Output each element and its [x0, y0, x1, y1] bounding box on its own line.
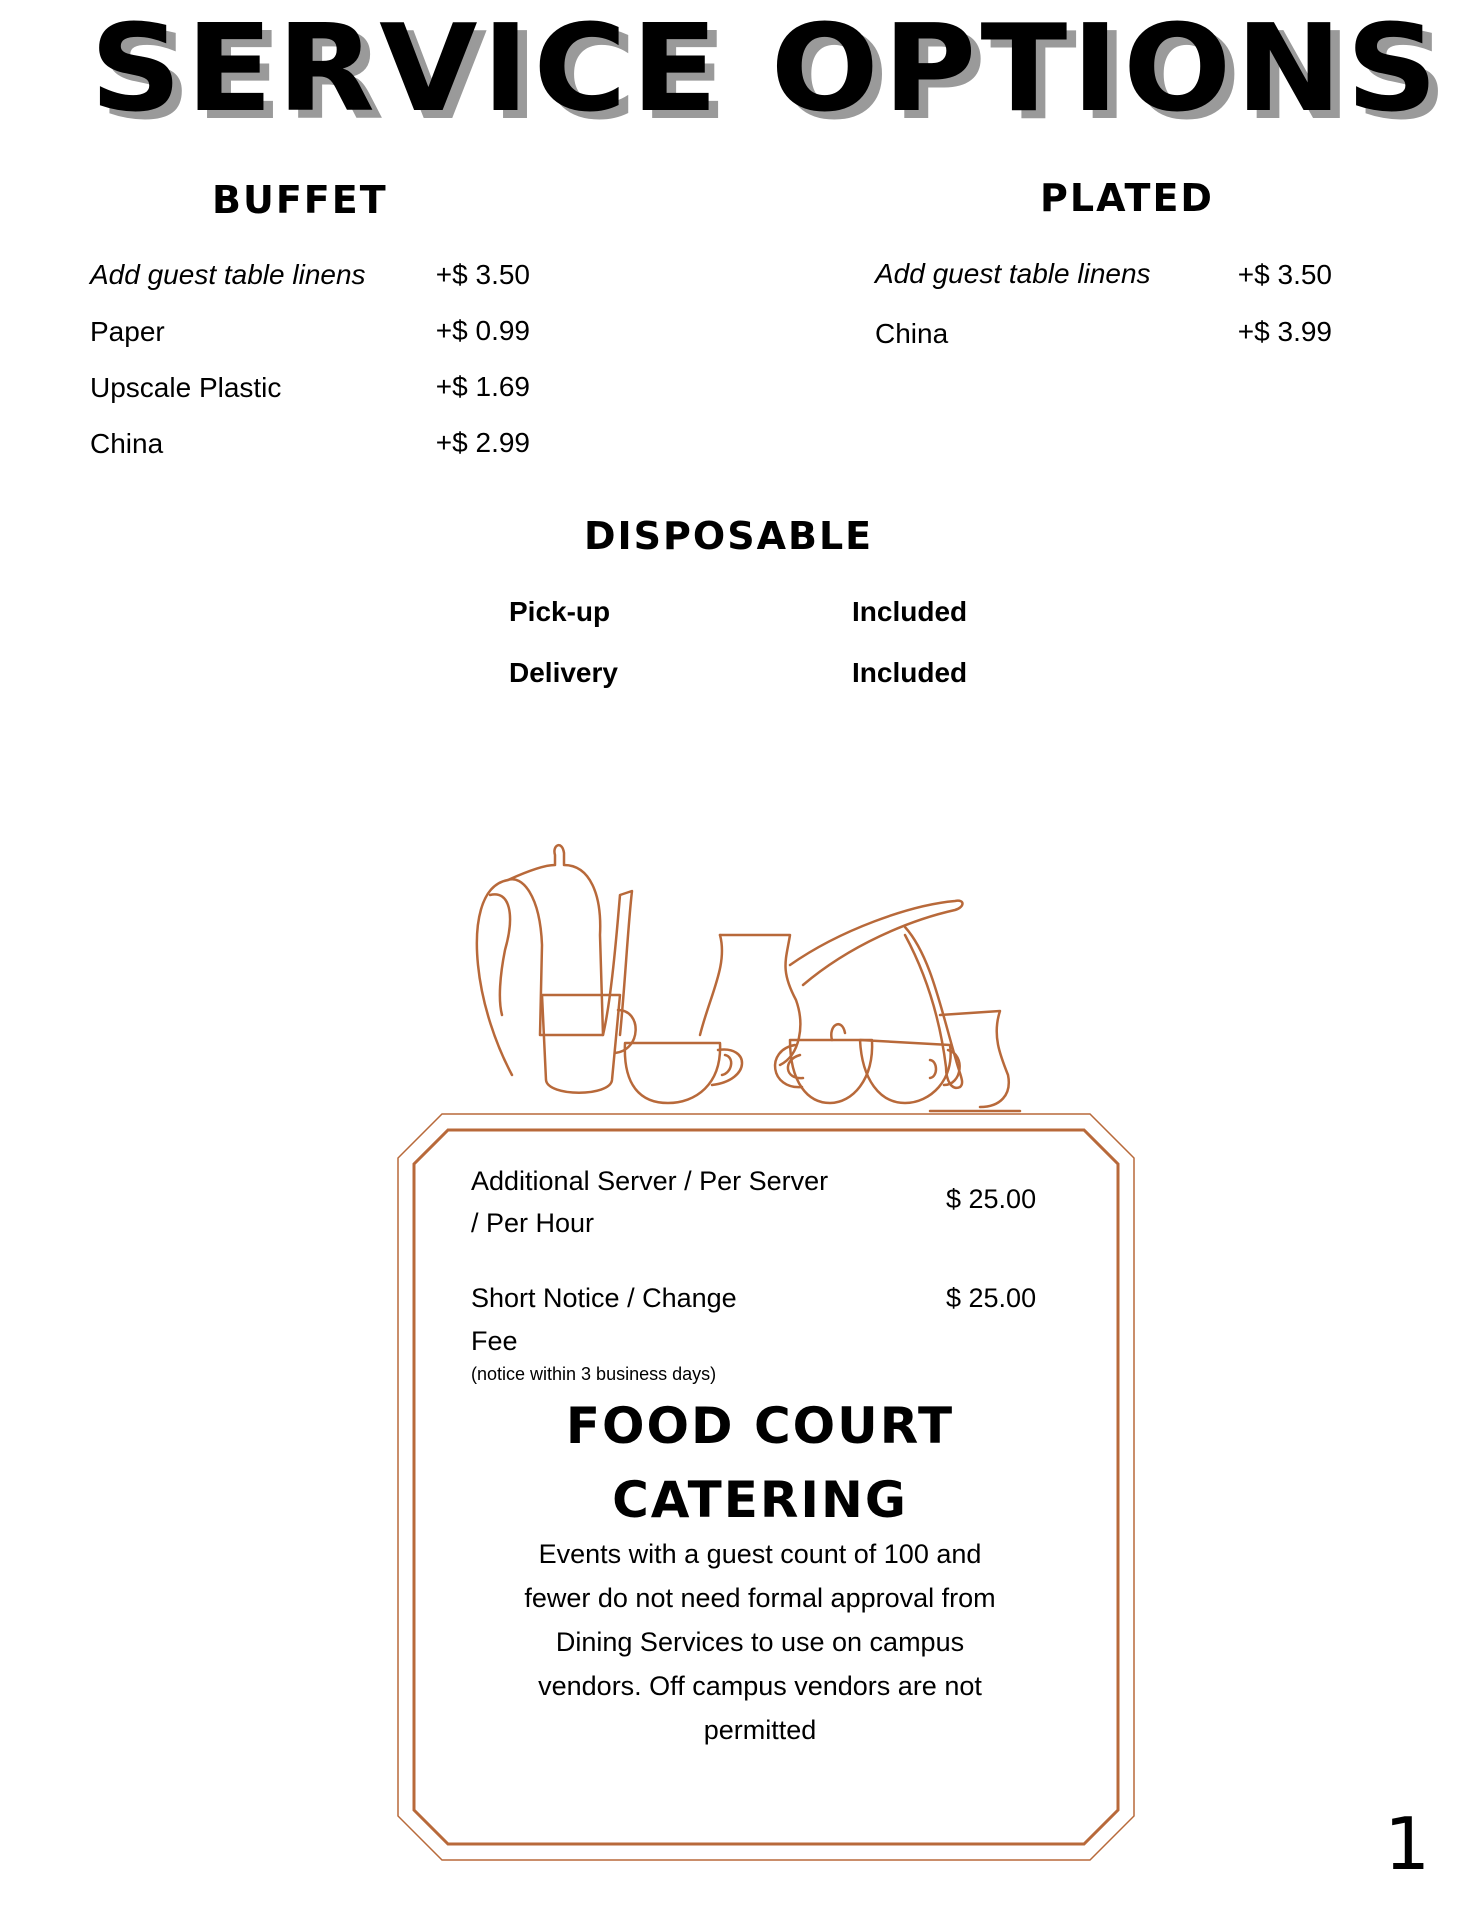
buffet-item-price: +$ 1.69 — [435, 371, 530, 402]
additional-server-label-line2: / Per Hour — [471, 1208, 595, 1238]
disposable-item-label: Pick-up — [509, 596, 611, 627]
food-court-body-line: Events with a guest count of 100 and — [538, 1539, 982, 1569]
short-notice-price: $ 25.00 — [946, 1283, 1037, 1313]
food-court-body-line: fewer do not need formal approval from — [524, 1583, 996, 1613]
buffet-item-label: Upscale Plastic — [90, 372, 282, 403]
plated-item-price: +$ 3.50 — [1237, 259, 1332, 290]
food-court-title-line2: CATERING — [612, 1471, 908, 1529]
food-court-body-line: Dining Services to use on campus — [555, 1627, 965, 1657]
disposable-heading: DISPOSABLE — [584, 514, 874, 558]
food-court-title-line1: FOOD COURT — [565, 1397, 955, 1455]
buffet-item-label: Add guest table linens — [90, 259, 366, 290]
plated-item-label: Add guest table linens — [875, 258, 1151, 289]
buffet-item-price: +$ 2.99 — [435, 427, 530, 458]
buffet-item-label: China — [90, 428, 164, 459]
coffee-set-illustration — [460, 835, 1060, 1120]
plated-item-label: China — [875, 318, 949, 349]
buffet-item-price: +$ 3.50 — [435, 259, 530, 290]
plated-heading: PLATED — [1040, 176, 1214, 220]
disposable-item-label: Delivery — [509, 657, 618, 688]
short-notice-label-line1: Short Notice / Change — [471, 1283, 737, 1313]
page-title: SERVICE OPTIONS — [90, 0, 1442, 139]
buffet-item-label: Paper — [90, 316, 165, 347]
additional-server-price: $ 25.00 — [946, 1184, 1037, 1214]
food-court-body-line: vendors. Off campus vendors are not — [538, 1671, 982, 1701]
short-notice-label-line2: Fee — [471, 1326, 518, 1356]
buffet-heading: BUFFET — [212, 178, 388, 222]
disposable-item-value: Included — [852, 657, 968, 688]
disposable-item-value: Included — [852, 596, 968, 627]
plated-item-price: +$ 3.99 — [1237, 316, 1332, 347]
food-court-body-line: permitted — [703, 1715, 817, 1745]
short-notice-note: (notice within 3 business days) — [471, 1364, 717, 1384]
page-number: 1 — [1384, 1802, 1430, 1886]
buffet-item-price: +$ 0.99 — [435, 315, 530, 346]
additional-server-label-line1: Additional Server / Per Server — [471, 1166, 829, 1196]
